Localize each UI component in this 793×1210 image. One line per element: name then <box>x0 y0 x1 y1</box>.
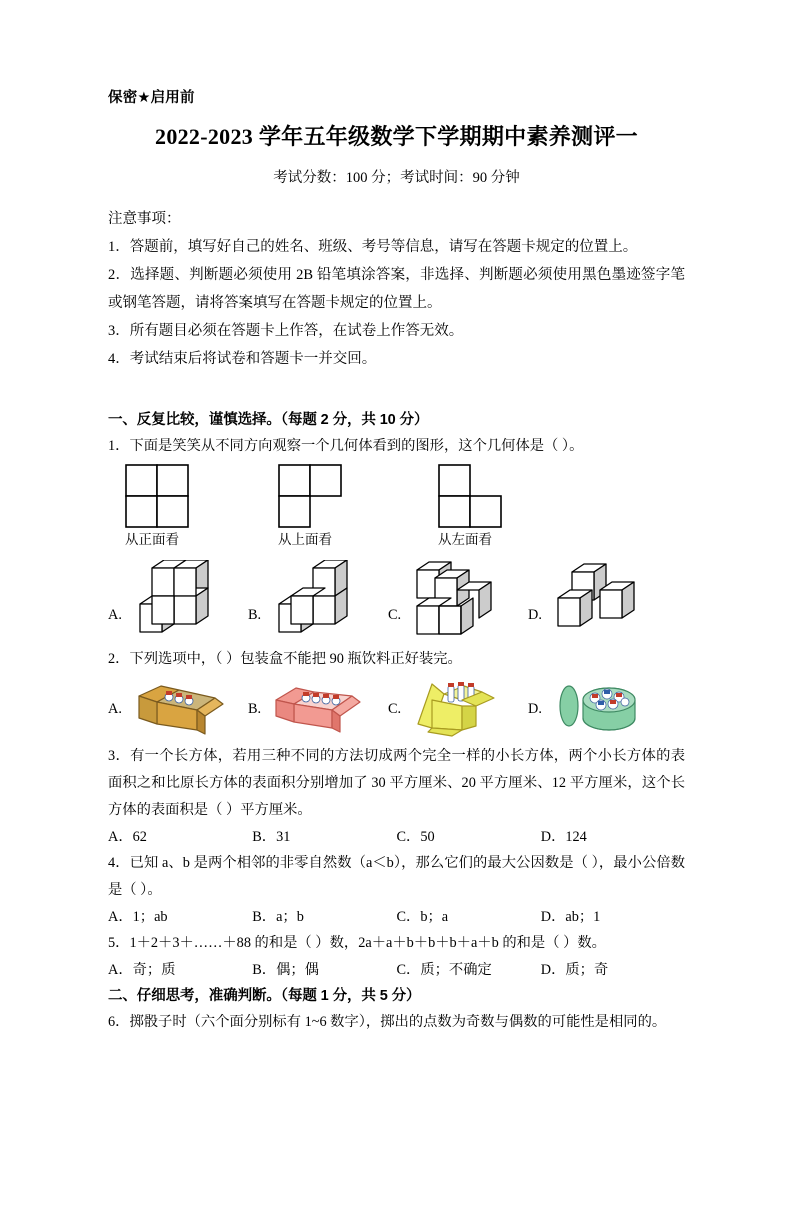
question-5-options <box>108 957 685 983</box>
question-4-text: 4．已知 a、b 是两个相邻的非零自然数（a＜b），那么它们的最大公因数是（ ），最小公倍数是（ ）。 <box>108 855 685 898</box>
notice-item-3: 3．所有题目必须在答题卡上作答，在试卷上作答无效。 <box>108 323 464 339</box>
option-b[interactable] <box>248 675 366 743</box>
question-3-text: 3．有一个长方体，若用三种不同的方法切成两个完全一样的小长方体，两个小长方体的表面积之和比原长方体的表面积分别增加了 30 平方厘米、20 平方厘米、12 平方厘米，这个长方体的表面积是（ ）平方厘米。 <box>108 748 685 818</box>
option-c[interactable]: C．50 <box>396 829 435 845</box>
option-a[interactable]: A．奇；质 <box>108 962 176 978</box>
notice-item-2: 2．选择题、判断题必须使用 2B 铅笔填涂答案，非选择、判断题必须使用黑色墨迹签字笔或钢笔答题，请将答案填写在答题卡规定的位置上。 <box>108 267 685 311</box>
option-b[interactable]: B．a；b <box>252 909 304 925</box>
option-b[interactable] <box>248 554 359 646</box>
option-c[interactable] <box>388 554 507 646</box>
round-box-green-icon <box>547 678 647 740</box>
section-heading-1: 一、反复比较，谨慎选择。（每题 2 分，共 10 分） <box>108 412 429 428</box>
notice-title: 注意事项： <box>108 211 181 227</box>
question-6-text: 6．掷骰子时（六个面分别标有 1~6 数字），掷出的点数为奇数与偶数的可能性是相同的。 <box>108 1014 667 1030</box>
secret-label: 保密★启用前 <box>108 90 195 106</box>
square-2x2-icon <box>125 464 189 528</box>
question-4-options <box>108 904 685 930</box>
option-d-label: D. <box>528 607 542 623</box>
option-b[interactable]: B．31 <box>252 829 291 845</box>
question-1-text: 1．下面是笑笑从不同方向观察一个几何体看到的图形，这个几何体是（ ）。 <box>108 438 584 454</box>
option-c[interactable]: C．b；a <box>396 909 449 925</box>
view-top <box>278 464 342 548</box>
view-left <box>438 464 502 548</box>
option-d[interactable]: D．质；奇 <box>540 962 609 978</box>
section-heading-2: 二、仔细思考，准确判断。（每题 1 分，共 5 分） <box>108 988 421 1004</box>
option-d[interactable]: D．124 <box>540 829 587 845</box>
view-front-caption: 从正面看 <box>125 532 179 547</box>
exam-page <box>0 88 793 1210</box>
view-front <box>125 464 189 548</box>
notice-item-1: 1．答题前，填写好自己的姓名、班级、考号等信息，请写在答题卡规定的位置上。 <box>108 239 638 255</box>
notice-item-4: 4．考试结束后将试卷和答题卡一并交回。 <box>108 351 377 367</box>
option-a[interactable]: A．1；ab <box>108 909 168 925</box>
question-2-options <box>108 675 685 743</box>
option-a-label: A. <box>108 700 122 717</box>
page-title: 2022-2023 学年五年级数学下学期期中素养测评一 <box>155 124 638 149</box>
option-d[interactable]: D．ab；1 <box>540 909 601 925</box>
three-cube-step-icon <box>267 560 359 646</box>
question-5-text: 5．1＋2＋3＋……＋88 的和是（ ）数，2a＋a＋b＋b＋b＋a＋b 的和是（ ）数。 <box>108 935 606 951</box>
view-top-caption: 从上面看 <box>278 532 332 547</box>
question-3-options <box>108 824 685 850</box>
p-shape-icon <box>278 464 342 528</box>
open-box-pink-icon <box>266 678 366 740</box>
notice-block <box>108 205 685 373</box>
option-d-label: D. <box>528 700 542 717</box>
option-c-label: C. <box>388 607 402 623</box>
view-left-caption: 从左面看 <box>438 532 492 547</box>
option-b-label: B. <box>248 700 262 717</box>
option-b-label: B. <box>248 607 262 623</box>
four-cube-corner-icon <box>128 560 220 646</box>
l-shape-icon <box>438 464 502 528</box>
option-d[interactable] <box>528 675 647 743</box>
question-1-views <box>108 464 685 552</box>
four-cube-stack-icon <box>407 560 507 646</box>
section-gap <box>108 373 685 407</box>
option-c-label: C. <box>388 700 402 717</box>
exam-meta: 考试分数：100 分；考试时间：90 分钟 <box>273 170 520 186</box>
option-c[interactable] <box>388 675 506 743</box>
tall-box-yellow-icon <box>406 678 506 740</box>
question-2-text: 2．下列选项中，（ ）包装盒不能把 90 瓶饮料正好装完。 <box>108 651 462 667</box>
option-a-label: A. <box>108 607 122 623</box>
option-a[interactable] <box>108 554 220 646</box>
open-box-tan-icon <box>127 678 227 740</box>
option-a[interactable]: A．62 <box>108 829 147 845</box>
three-cube-tee-icon <box>548 560 648 646</box>
option-c[interactable]: C．质；不确定 <box>396 962 492 978</box>
question-1-options <box>108 554 685 646</box>
option-b[interactable]: B．偶；偶 <box>252 962 319 978</box>
option-d[interactable] <box>528 554 648 646</box>
option-a[interactable] <box>108 675 227 743</box>
